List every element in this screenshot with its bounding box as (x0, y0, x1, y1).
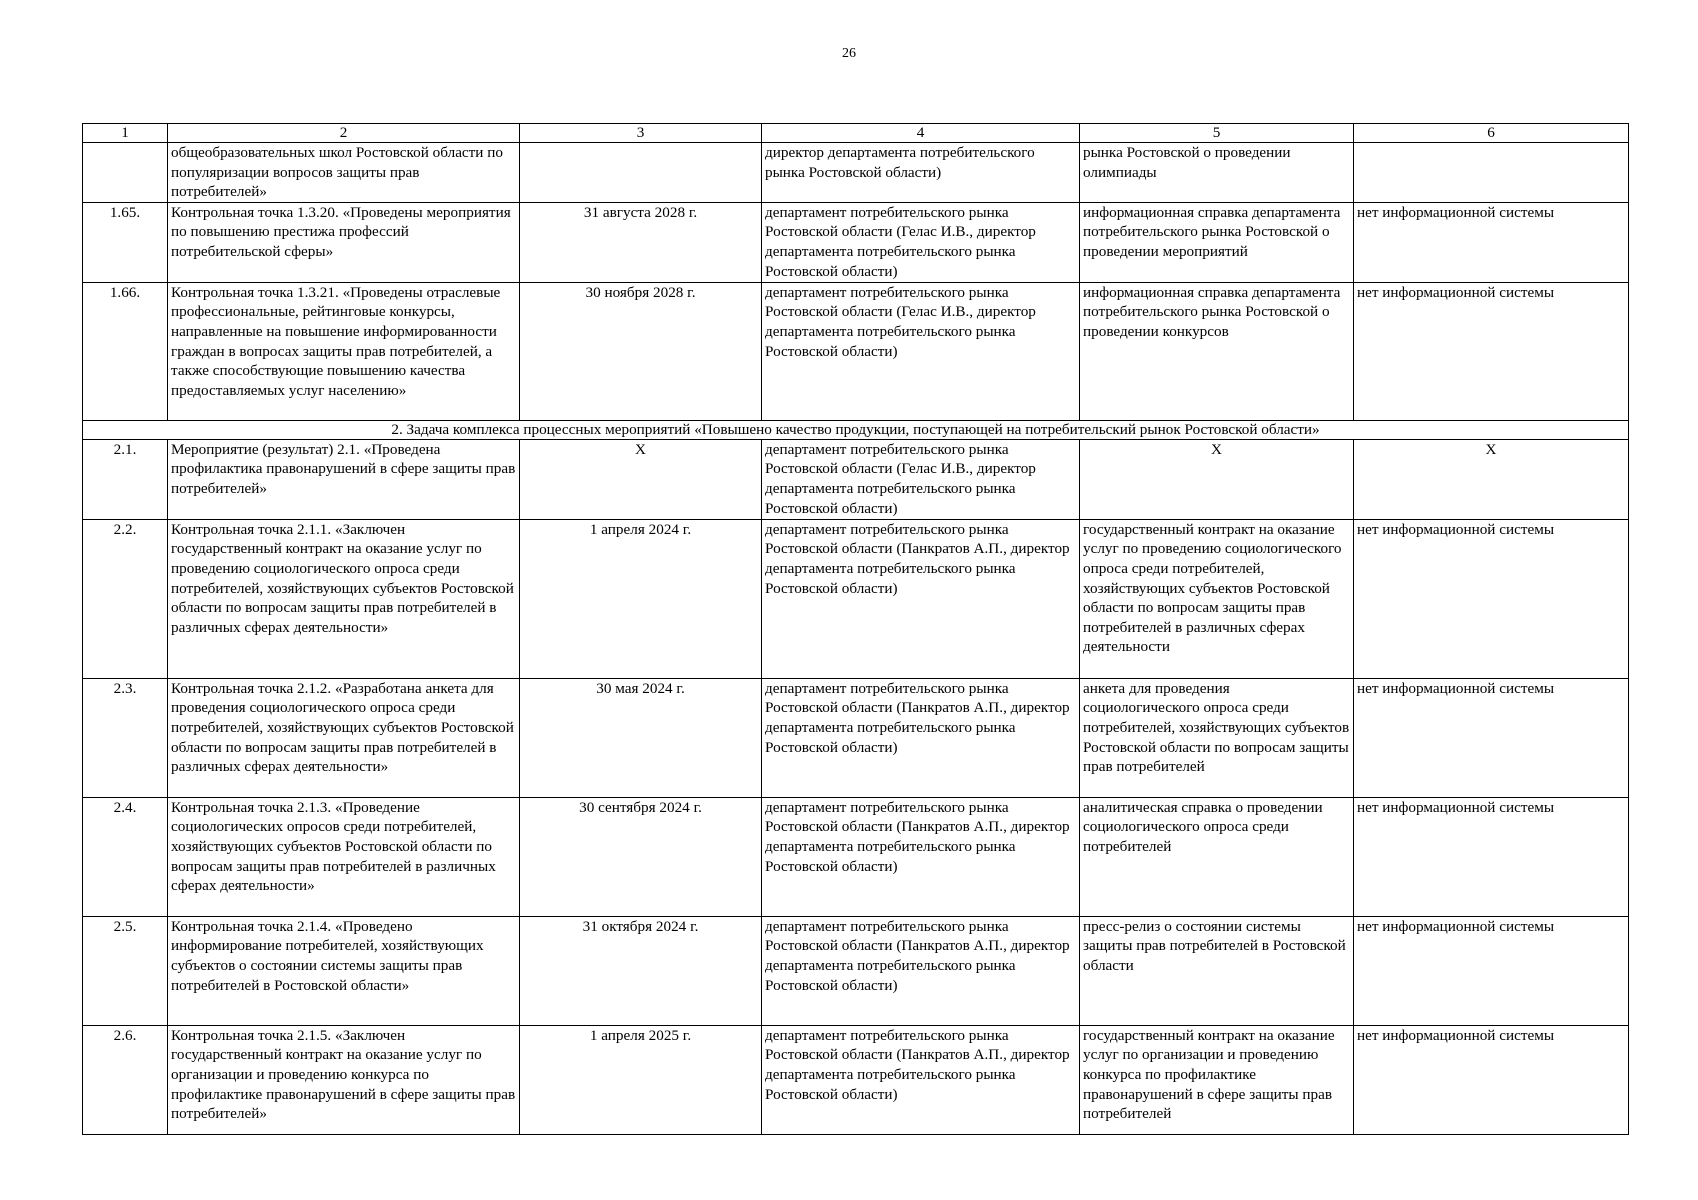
row-document: X (1080, 439, 1354, 519)
row-name: Контрольная точка 1.3.20. «Проведены мероприятия по повышению престижа профессий потребительской сферы» (168, 202, 520, 282)
table-header-row (83, 124, 1629, 143)
table-row (83, 143, 1629, 203)
row-document: государственный контракт на оказание услуг по организации и проведению конкурса по профилактике правонарушений в сфере защиты прав потребителей (1080, 1025, 1354, 1134)
table-row (83, 282, 1629, 420)
section-row (83, 420, 1629, 439)
row-number: 2.1. (83, 439, 168, 519)
row-number: 2.5. (83, 916, 168, 1025)
row-system: нет информационной системы (1354, 282, 1629, 420)
column-header: 3 (520, 124, 762, 143)
row-date: 1 апреля 2024 г. (520, 519, 762, 678)
row-responsible: департамент потребительского рынка Ростовской области (Гелас И.В., директор департамента потребительского рынка Ростовской области) (762, 282, 1080, 420)
table-row (83, 439, 1629, 519)
row-responsible: департамент потребительского рынка Ростовской области (Гелас И.В., директор департамента потребительского рынка Ростовской области) (762, 202, 1080, 282)
column-header: 1 (83, 124, 168, 143)
row-name: Контрольная точка 1.3.21. «Проведены отраслевые профессиональные, рейтинговые конкурсы, направленные на повышение информированности граждан в вопросах защиты прав потребителей, а также способствующие повышению качества предоставляемых услуг населению» (168, 282, 520, 420)
row-document: пресс-релиз о состоянии системы защиты прав потребителей в Ростовской области (1080, 916, 1354, 1025)
row-number: 1.66. (83, 282, 168, 420)
page-number: 26 (842, 46, 856, 61)
row-document: государственный контракт на оказание услуг по проведению социологического опроса среди потребителей, хозяйствующих субъектов Ростовской области по вопросам защиты прав потребителей в различных сферах деятельности (1080, 519, 1354, 678)
row-responsible: департамент потребительского рынка Ростовской области (Панкратов А.П., директор департамента потребительского рынка Ростовской области) (762, 519, 1080, 678)
row-responsible: департамент потребительского рынка Ростовской области (Панкратов А.П., директор департамента потребительского рынка Ростовской области) (762, 678, 1080, 797)
row-system: нет информационной системы (1354, 202, 1629, 282)
row-date: 31 августа 2028 г. (520, 202, 762, 282)
row-responsible: департамент потребительского рынка Ростовской области (Панкратов А.П., директор департамента потребительского рынка Ростовской области) (762, 916, 1080, 1025)
column-header: 6 (1354, 124, 1629, 143)
row-number: 2.2. (83, 519, 168, 678)
row-number (83, 143, 168, 203)
row-date: 31 октября 2024 г. (520, 916, 762, 1025)
row-name: Контрольная точка 2.1.5. «Заключен государственный контракт на оказание услуг по организации и проведению конкурса по профилактике правонарушений в сфере защиты прав потребителей» (168, 1025, 520, 1134)
row-date: 30 мая 2024 г. (520, 678, 762, 797)
row-system: нет информационной системы (1354, 916, 1629, 1025)
row-name: Контрольная точка 2.1.1. «Заключен государственный контракт на оказание услуг по проведению социологического опроса среди потребителей, хозяйствующих субъектов Ростовской области по вопросам защиты прав потребителей в различных сферах деятельности» (168, 519, 520, 678)
row-number: 2.6. (83, 1025, 168, 1134)
table-row (83, 916, 1629, 1025)
row-system: нет информационной системы (1354, 1025, 1629, 1134)
row-document: информационная справка департамента потребительского рынка Ростовской о проведении конкурсов (1080, 282, 1354, 420)
row-date (520, 143, 762, 203)
row-name: общеобразовательных школ Ростовской области по популяризации вопросов защиты прав потребителей» (168, 143, 520, 203)
table-row (83, 678, 1629, 797)
row-document: аналитическая справка о проведении социологического опроса среди потребителей (1080, 797, 1354, 916)
row-system: нет информационной системы (1354, 797, 1629, 916)
table-row (83, 519, 1629, 678)
row-number: 2.3. (83, 678, 168, 797)
row-responsible: директор департамента потребительского рынка Ростовской области) (762, 143, 1080, 203)
row-system: X (1354, 439, 1629, 519)
row-date: 30 ноября 2028 г. (520, 282, 762, 420)
table-row (83, 1025, 1629, 1134)
row-document: информационная справка департамента потребительского рынка Ростовской о проведении мероприятий (1080, 202, 1354, 282)
row-responsible: департамент потребительского рынка Ростовской области (Панкратов А.П., директор департамента потребительского рынка Ростовской области) (762, 1025, 1080, 1134)
row-name: Мероприятие (результат) 2.1. «Проведена профилактика правонарушений в сфере защиты прав потребителей» (168, 439, 520, 519)
row-date: X (520, 439, 762, 519)
row-name: Контрольная точка 2.1.2. «Разработана анкета для проведения социологического опроса среди потребителей, хозяйствующих субъектов Ростовской области по вопросам защиты прав потребителей в различных сферах деятельности» (168, 678, 520, 797)
row-document: рынка Ростовской о проведении олимпиады (1080, 143, 1354, 203)
row-system: нет информационной системы (1354, 519, 1629, 678)
measures-table (82, 123, 1629, 1135)
table-row (83, 797, 1629, 916)
column-header: 4 (762, 124, 1080, 143)
row-date: 1 апреля 2025 г. (520, 1025, 762, 1134)
row-responsible: департамент потребительского рынка Ростовской области (Гелас И.В., директор департамента потребительского рынка Ростовской области) (762, 439, 1080, 519)
row-name: Контрольная точка 2.1.3. «Проведение социологических опросов среди потребителей, хозяйствующих субъектов Ростовской области по вопросам защиты прав потребителей в различных сферах деятельности» (168, 797, 520, 916)
row-date: 30 сентября 2024 г. (520, 797, 762, 916)
row-system: нет информационной системы (1354, 678, 1629, 797)
column-header: 2 (168, 124, 520, 143)
row-name: Контрольная точка 2.1.4. «Проведено информирование потребителей, хозяйствующих субъектов о состоянии системы защиты прав потребителей в Ростовской области» (168, 916, 520, 1025)
row-document: анкета для проведения социологического опроса среди потребителей, хозяйствующих субъектов Ростовской области по вопросам защиты прав потребителей (1080, 678, 1354, 797)
column-header: 5 (1080, 124, 1354, 143)
row-responsible: департамент потребительского рынка Ростовской области (Панкратов А.П., директор департамента потребительского рынка Ростовской области) (762, 797, 1080, 916)
row-number: 1.65. (83, 202, 168, 282)
section-title: 2. Задача комплекса процессных мероприятий «Повышено качество продукции, поступающей на потребительский рынок Ростовской области» (83, 420, 1629, 439)
table-row (83, 202, 1629, 282)
row-system (1354, 143, 1629, 203)
row-number: 2.4. (83, 797, 168, 916)
